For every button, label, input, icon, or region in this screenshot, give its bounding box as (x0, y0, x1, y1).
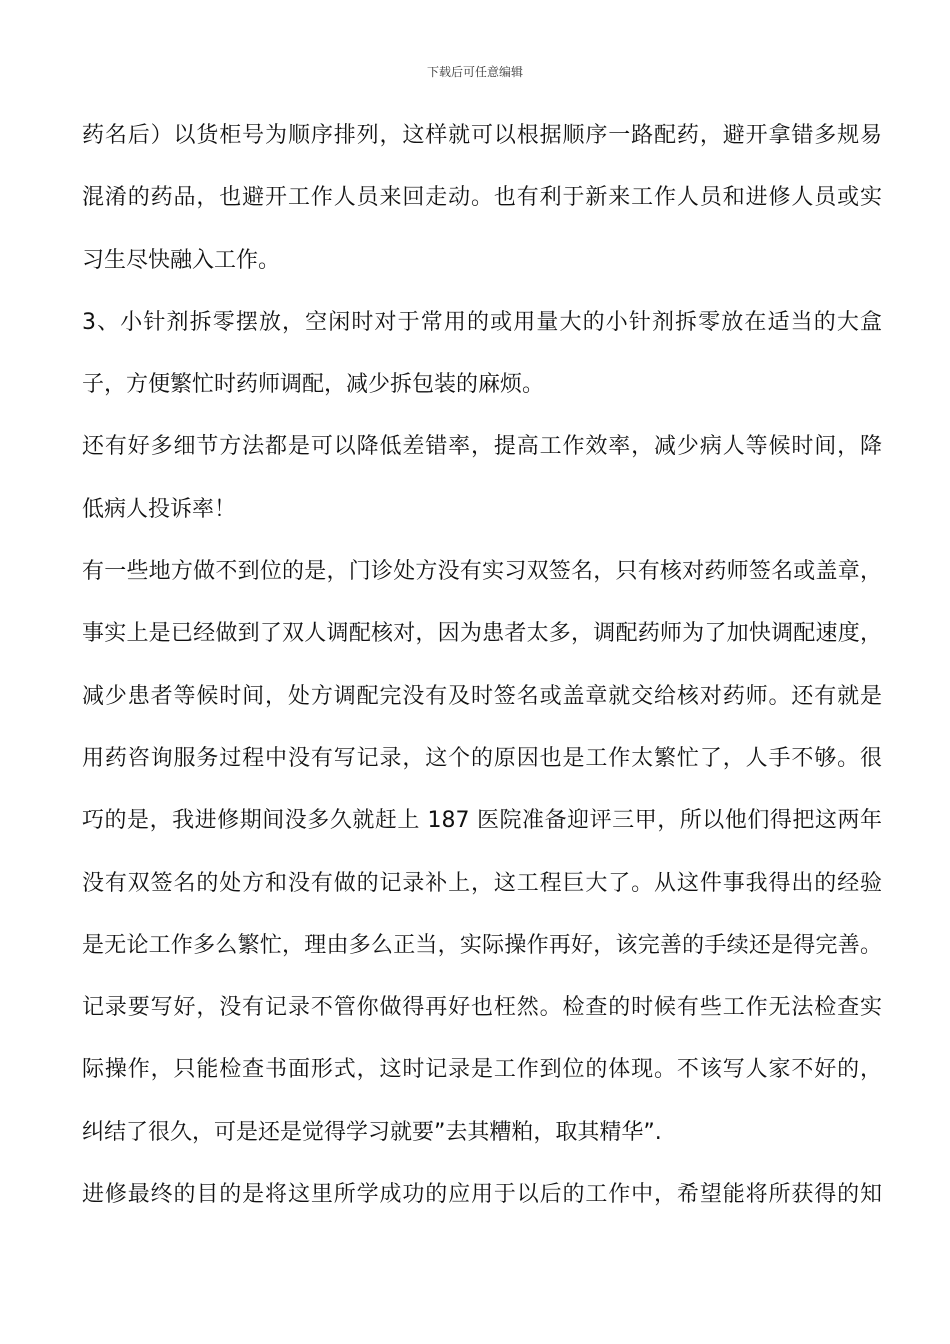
text-line: 有一些地方做不到位的是，门诊处方没有实习双签名，只有核对药师签名或盖章， (82, 559, 882, 585)
text-line: 是无论工作多么繁忙，理由多么正当，实际操作再好，该完善的手续还是得完善。 (82, 932, 882, 958)
text-line: 巧的是，我进修期间没多久就赶上 187 医院准备迎评三甲，所以他们得把这两年 (82, 808, 882, 834)
text-line: 记录要写好，没有记录不管你做得再好也枉然。检查的时候有些工作无法检查实 (82, 995, 882, 1021)
text-line: 药名后）以货柜号为顺序排列，这样就可以根据顺序一路配药，避开拿错多规易 (82, 123, 882, 148)
text-line: 用药咨询服务过程中没有写记录，这个的原因也是工作太繁忙了，人手不够。很 (82, 745, 882, 771)
text-line: 减少患者等候时间，处方调配完没有及时签名或盖章就交给核对药师。还有就是 (82, 683, 882, 709)
page-header: 下载后可任意编辑 (426, 65, 523, 79)
body-text (82, 118, 882, 1239)
text-line: 进修最终的目的是将这里所学成功的应用于以后的工作中，希望能将所获得的知 (82, 1182, 882, 1208)
text-line: 际操作，只能检查书面形式，这时记录是工作到位的体现。不该写人家不好的， (82, 1057, 882, 1083)
text-line: 没有双签名的处方和没有做的记录补上，这工程巨大了。从这件事我得出的经验 (82, 870, 882, 896)
text-line: 低病人投诉率！ (82, 496, 237, 522)
text-line: 子，方便繁忙时药师调配，减少拆包装的麻烦。 (82, 372, 545, 398)
text-line: 3、小针剂拆零摆放，空闲时对于常用的或用量大的小针剂拆零放在适当的大盒 (82, 309, 882, 335)
text-line: 还有好多细节方法都是可以降低差错率，提高工作效率，减少病人等候时间，降 (82, 434, 882, 460)
text-line: 纠结了很久，可是还是觉得学习就要”去其糟粕，取其精华”. (82, 1119, 662, 1145)
text-line: 事实上是已经做到了双人调配核对，因为患者太多，调配药师为了加快调配速度， (82, 621, 882, 647)
text-line: 习生尽快融入工作。 (82, 247, 281, 273)
text-line: 混淆的药品，也避开工作人员来回走动。也有利于新来工作人员和进修人员或实 (82, 185, 882, 211)
